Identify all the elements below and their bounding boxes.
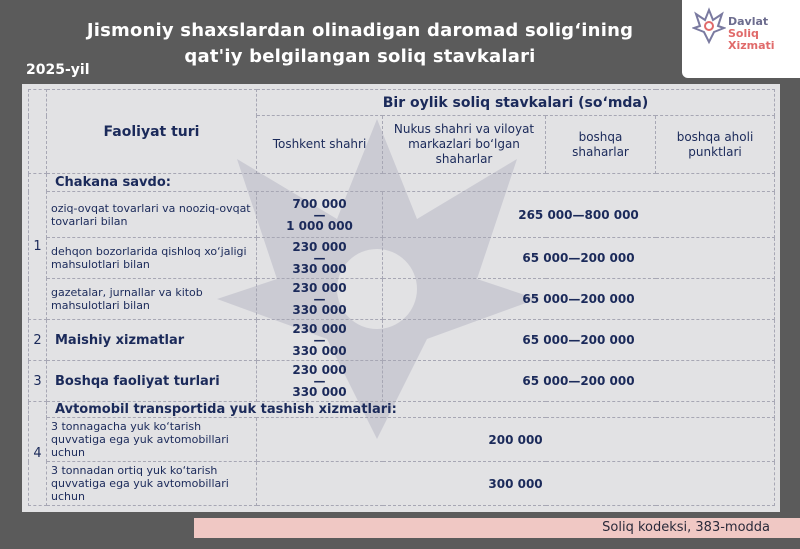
logo-line2: Soliq	[728, 27, 759, 40]
rate-max: 1 000 000	[286, 218, 353, 233]
logo-text	[728, 16, 775, 52]
column-other-settlements: boshqa aholi punktlari	[656, 116, 775, 174]
rate-min: 700 000	[292, 196, 347, 211]
year-label: 2025-yil	[26, 62, 90, 78]
transport-rate-cell: 300 000	[257, 462, 775, 506]
rate-max: 330 000	[292, 262, 347, 276]
tashkent-rate-cell	[257, 320, 383, 361]
rate-max: 330 000	[292, 385, 347, 399]
tax-rate-table	[28, 89, 775, 506]
group-title: Maishiy xizmatlar	[47, 320, 257, 361]
range-dash: —	[313, 207, 326, 222]
page-title-line2: qat'iy belgilangan soliq stavkalari	[184, 46, 536, 67]
rate-min: 230 000	[292, 322, 347, 336]
group-number: 2	[29, 320, 47, 361]
rates-header: Bir oylik soliq stavkalari (so‘mda)	[257, 90, 775, 116]
group-title: Chakana savdo:	[47, 174, 775, 192]
logo-line1: Davlat	[728, 15, 769, 28]
range-dash: —	[313, 292, 326, 306]
source-reference: Soliq kodeksi, 383-modda	[602, 520, 770, 535]
page-title	[40, 18, 680, 70]
rate-max: 330 000	[292, 303, 347, 317]
group-title: Avtomobil transportida yuk tashish xizmatlari:	[47, 402, 775, 418]
rate-min: 230 000	[292, 281, 347, 295]
range-dash: —	[313, 251, 326, 265]
group-number: 4	[29, 402, 47, 506]
other-rate-range: 65 000—200 000	[383, 361, 775, 402]
page-title-line1: Jismoniy shaxslardan olinadigan daromad solig‘ining	[86, 20, 634, 41]
tashkent-rate-cell	[257, 279, 383, 320]
tashkent-rate-cell	[257, 192, 383, 238]
number-header-cell	[29, 90, 47, 174]
other-rate-range: 65 000—200 000	[383, 238, 775, 279]
rate-max: 330 000	[292, 344, 347, 358]
column-other-cities: boshqa shaharlar	[546, 116, 656, 174]
logo-line3: Xizmati	[728, 39, 775, 52]
range-dash: —	[313, 333, 326, 347]
transport-rate-cell: 200 000	[257, 418, 775, 462]
tax-rate-table-container	[22, 84, 780, 512]
rate-min: 230 000	[292, 240, 347, 254]
activity-header: Faoliyat turi	[47, 90, 257, 174]
logo	[682, 0, 800, 78]
tashkent-rate-cell	[257, 238, 383, 279]
group-title: Boshqa faoliyat turlari	[47, 361, 257, 402]
activity-cell: 3 tonnadan ortiq yuk ko‘tarish quvvatiga ega yuk avtomobillari uchun	[47, 462, 257, 506]
other-rate-range: 65 000—200 000	[383, 279, 775, 320]
activity-cell: gazetalar, jurnallar va kitob mahsulotlari bilan	[47, 279, 257, 320]
activity-cell: dehqon bozorlarida qishloq xo‘jaligi mahsulotlari bilan	[47, 238, 257, 279]
group-number: 3	[29, 361, 47, 402]
range-dash: —	[313, 374, 326, 388]
eagle-logo-icon	[692, 6, 726, 46]
other-rate-range: 265 000—800 000	[383, 192, 775, 238]
tashkent-rate-cell	[257, 361, 383, 402]
column-nukus-regional-centers: Nukus shahri va viloyat markazlari bo‘lgan shaharlar	[383, 116, 546, 174]
rate-min: 230 000	[292, 363, 347, 377]
activity-cell: 3 tonnagacha yuk ko‘tarish quvvatiga ega yuk avtomobillari uchun	[47, 418, 257, 462]
footer-bar	[194, 518, 800, 538]
column-tashkent: Toshkent shahri	[257, 116, 383, 174]
activity-cell: oziq-ovqat tovarlari va nooziq-ovqat tovarlari bilan	[47, 192, 257, 238]
other-rate-range: 65 000—200 000	[383, 320, 775, 361]
group-number: 1	[29, 174, 47, 320]
